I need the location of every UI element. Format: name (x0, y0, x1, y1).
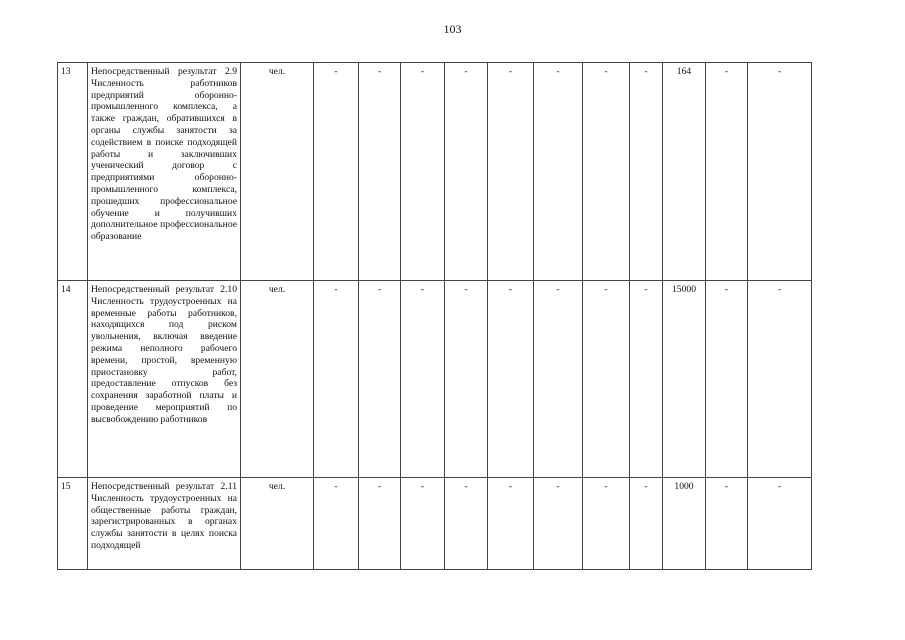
value-cell: - (488, 63, 534, 281)
unit-cell: чел. (241, 63, 314, 281)
row-number: 13 (58, 63, 88, 281)
row-number: 15 (58, 478, 88, 570)
indicator-description: Непосредственный результат 2.10 Численность трудоустроенных на временные работы работников, находящихся под риском увольнения, включая введение режима неполного рабочего времени, простой, временную приостановку работ, предоставление отпусков без сохранения заработной платы и проведение мероприятий по высвобождению работников (88, 281, 241, 478)
value-cell: - (630, 63, 663, 281)
value-cell: - (748, 281, 812, 478)
value-cell: - (445, 63, 488, 281)
page-number: 103 (443, 22, 462, 36)
value-cell: - (488, 281, 534, 478)
value-cell: - (445, 281, 488, 478)
value-cell: 164 (663, 63, 706, 281)
table-row (58, 63, 812, 281)
unit-cell: чел. (241, 478, 314, 570)
indicator-description: Непосредственный результат 2.9 Численность работников предприятий оборонно-промышленного комплекса, а также граждан, обратившихся в органы службы занятости за содействием в поиске подходящей работы и заключивших ученический договор с предприятиями оборонно-промышленного комплекса, прошедших профессиональное обучение и получивших дополнительное профессиональное образование (88, 63, 241, 281)
value-cell: - (534, 478, 583, 570)
value-cell: - (583, 63, 630, 281)
value-cell: - (401, 281, 445, 478)
value-cell: - (748, 63, 812, 281)
value-cell: - (534, 63, 583, 281)
value-cell: - (706, 63, 748, 281)
table-row (58, 281, 812, 478)
value-cell: - (706, 281, 748, 478)
value-cell: - (359, 281, 401, 478)
value-cell: - (488, 478, 534, 570)
indicators-table (57, 62, 812, 570)
value-cell: - (401, 478, 445, 570)
value-cell: - (630, 281, 663, 478)
table-row (58, 478, 812, 570)
value-cell: - (748, 478, 812, 570)
value-cell: - (706, 478, 748, 570)
value-cell: 1000 (663, 478, 706, 570)
value-cell: - (314, 281, 359, 478)
value-cell: - (534, 281, 583, 478)
value-cell: - (583, 478, 630, 570)
indicator-description: Непосредственный результат 2.11 Численность трудоустроенных на общественные работы граждан, зарегистрированных в органах службы занятости в целях поиска подходящей (88, 478, 241, 570)
value-cell: 15000 (663, 281, 706, 478)
value-cell: - (583, 281, 630, 478)
row-number: 14 (58, 281, 88, 478)
value-cell: - (359, 478, 401, 570)
value-cell: - (445, 478, 488, 570)
value-cell: - (401, 63, 445, 281)
value-cell: - (359, 63, 401, 281)
value-cell: - (630, 478, 663, 570)
value-cell: - (314, 63, 359, 281)
value-cell: - (314, 478, 359, 570)
unit-cell: чел. (241, 281, 314, 478)
